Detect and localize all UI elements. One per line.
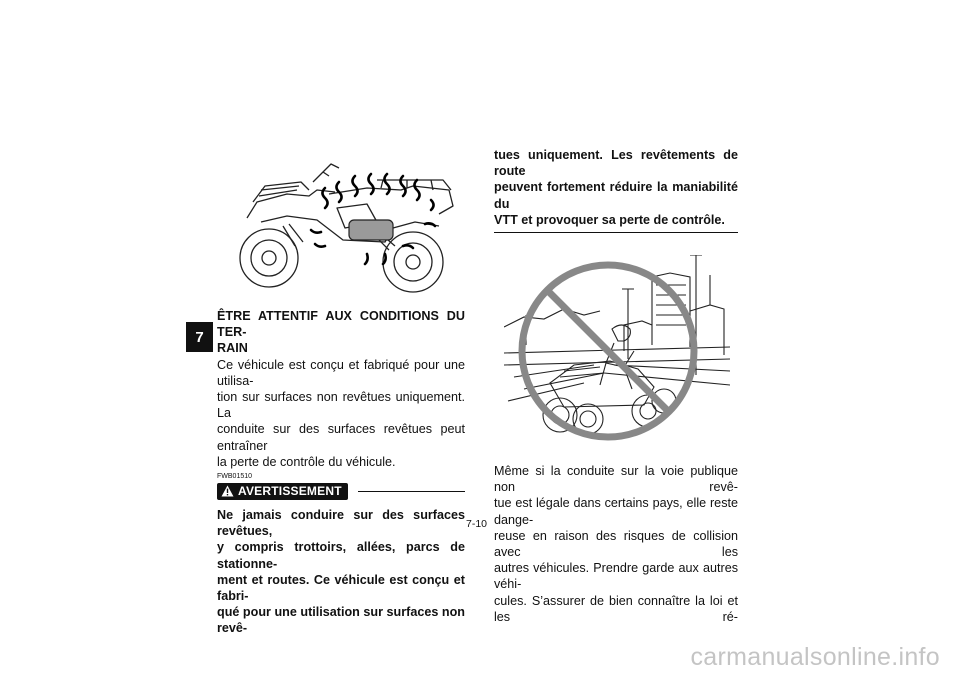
chapter-tab: 7: [186, 322, 213, 352]
right-column: [494, 147, 738, 625]
warning-line: tues uniquement. Les revêtements de route: [494, 148, 738, 179]
warning-line: ment et routes. Ce véhicule est conçu et fabri-: [217, 572, 465, 604]
warning-end-rule: [494, 232, 738, 233]
paragraph-line: la perte de contrôle du véhicule.: [217, 454, 396, 469]
warning-line: Ne jamais conduire sur des surfaces revêtues,: [217, 508, 465, 539]
warning-label: AVERTISSEMENT: [238, 483, 342, 498]
intro-paragraph: [217, 357, 465, 470]
public-road-paragraph: [494, 463, 738, 625]
warning-line: y compris trottoirs, allées, parcs de stationne-: [217, 540, 465, 571]
warning-rule: [358, 491, 465, 492]
warning-line: VTT et provoquer sa perte de contrôle.: [494, 212, 725, 227]
paragraph-line: tue est légale dans certains pays, elle reste dange-: [494, 496, 738, 527]
warning-badge: [217, 483, 348, 500]
warning-line: peuvent fortement réduire la maniabilité du: [494, 180, 738, 211]
paragraph-line: reuse en raison des risques de collision avec les: [494, 528, 738, 560]
no-paved-road-illustration: [504, 255, 730, 445]
reference-code: FWB01510: [217, 473, 253, 481]
paragraph-line: autres véhicules. Prendre garde aux autres véhi-: [494, 561, 738, 592]
paragraph-line: Ce véhicule est conçu et fabriqué pour une utilisa-: [217, 357, 465, 388]
warning-continuation: [494, 147, 738, 228]
paragraph-line: cules. S’assurer de bien connaître la loi et les ré-: [494, 593, 738, 624]
warning-text: [217, 507, 465, 637]
watermark: carmanualsonline.info: [690, 643, 940, 671]
atv-engine-heat-illustration: [217, 150, 465, 300]
section-heading-line-1: ÊTRE ATTENTIF AUX CONDITIONS DU TER-: [217, 309, 465, 340]
page-number: 7-10: [466, 518, 488, 530]
warning-line: qué pour une utilisation sur surfaces non revê-: [217, 605, 465, 636]
warning-header: [217, 481, 465, 501]
paragraph-line: Même si la conduite sur la voie publique non revê-: [494, 464, 738, 495]
left-column: [217, 150, 465, 637]
section-heading-line-2: RAIN: [217, 341, 248, 356]
warning-triangle-icon: [221, 485, 234, 497]
paragraph-line: tion sur surfaces non revêtues uniquement. La: [217, 390, 465, 421]
paragraph-line: conduite sur des surfaces revêtues peut entraîner: [217, 422, 465, 453]
